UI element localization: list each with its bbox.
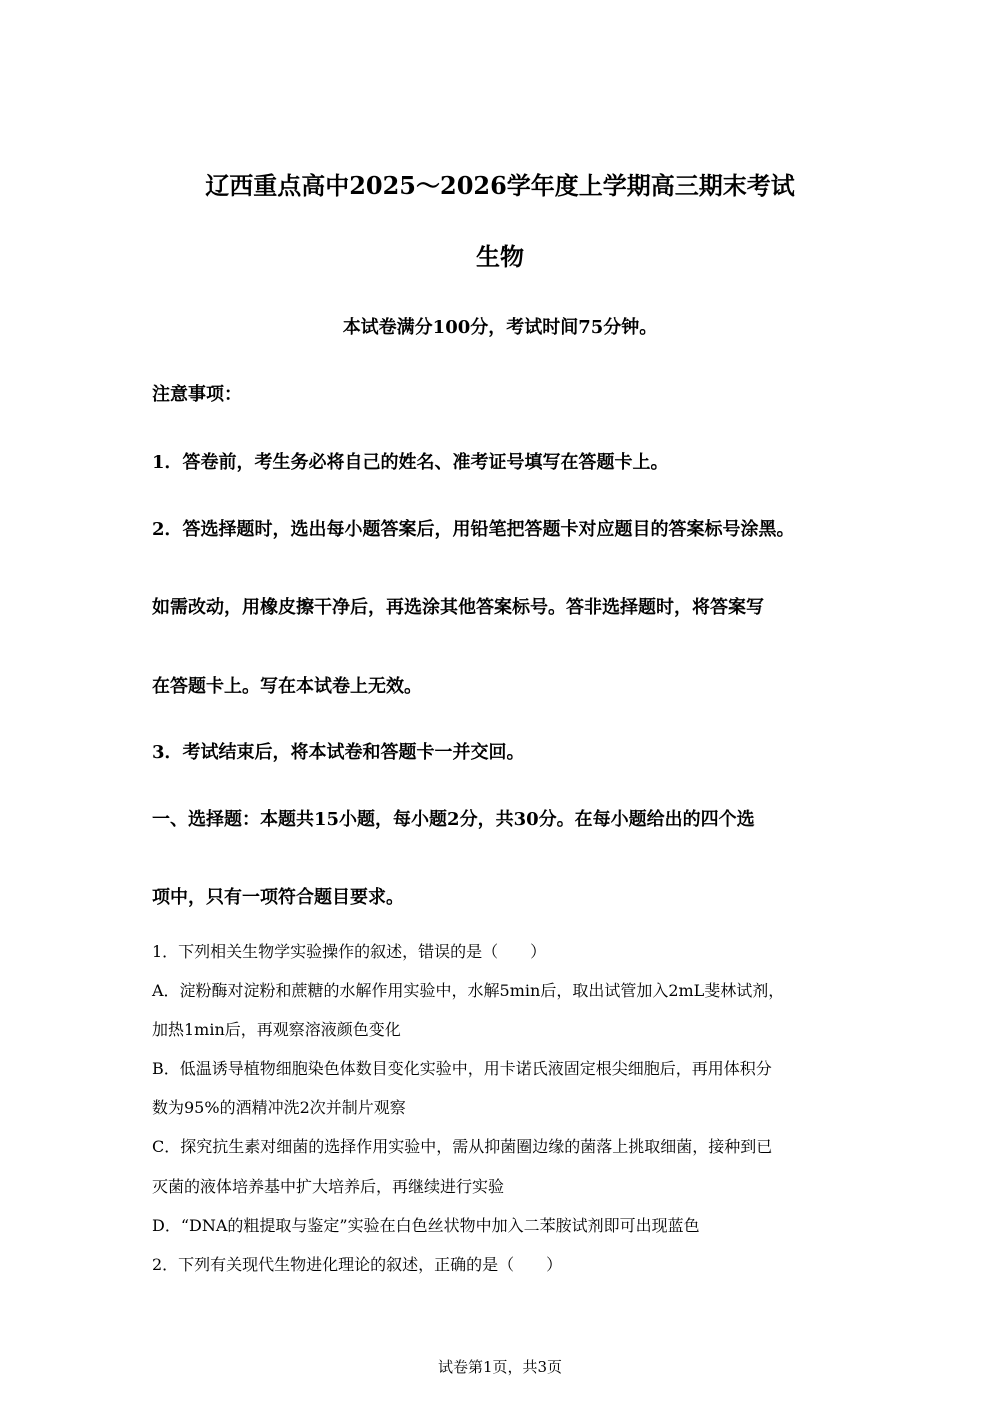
question-1-option-a-line-2: 加热1min后，再观察溶液颜色变化 [152, 1020, 401, 1039]
section-heading-line-2: 项中，只有一项符合题目要求。 [152, 887, 404, 908]
note-item-2-line-3: 在答题卡上。写在本试卷上无效。 [152, 676, 422, 697]
exam-info: 本试卷满分100分，考试时间75分钟。 [342, 317, 658, 338]
exam-title: 辽西重点高中2025～2026学年度上学期高三期末考试 [205, 171, 795, 200]
question-2-stem: 2．下列有关现代生物进化理论的叙述，正确的是（ ） [152, 1255, 563, 1274]
note-item-2-line-1: 2．答选择题时，选出每小题答案后，用铅笔把答题卡对应题目的答案标号涂黑。 [152, 519, 795, 540]
question-1-option-c-line-1: C．探究抗生素对细菌的选择作用实验中，需从抑菌圈边缘的菌落上挑取细菌，接种到已 [152, 1137, 773, 1156]
page-footer: 试卷第1页，共3页 [437, 1358, 563, 1376]
section-heading-line-1: 一、选择题：本题共15小题，每小题2分，共30分。在每小题给出的四个选 [152, 809, 755, 830]
note-item-2-line-2: 如需改动，用橡皮擦干净后，再选涂其他答案标号。答非选择题时，将答案写 [152, 597, 764, 618]
subject-title: 生物 [476, 242, 524, 271]
notes-heading: 注意事项： [152, 384, 242, 405]
question-1-option-d: D．“DNA的粗提取与鉴定”实验在白色丝状物中加入二苯胺试剂即可出现蓝色 [152, 1216, 700, 1235]
question-1-option-a-line-1: A．淀粉酶对淀粉和蔗糖的水解作用实验中，水解5min后，取出试管加入2mL斐林试剂， [152, 981, 785, 1000]
note-item-1: 1．答卷前，考生务必将自己的姓名、准考证号填写在答题卡上。 [152, 452, 669, 473]
question-1-option-b-line-2: 数为95%的酒精冲洗2次并制片观察 [152, 1098, 406, 1117]
question-1-stem: 1．下列相关生物学实验操作的叙述，错误的是（ ） [152, 942, 547, 961]
question-1-option-c-line-2: 灭菌的液体培养基中扩大培养后，再继续进行实验 [152, 1177, 505, 1196]
note-item-3: 3．考试结束后，将本试卷和答题卡一并交回。 [152, 742, 525, 763]
question-1-option-b-line-1: B．低温诱导植物细胞染色体数目变化实验中，用卡诺氏液固定根尖细胞后，再用体积分 [152, 1059, 772, 1078]
